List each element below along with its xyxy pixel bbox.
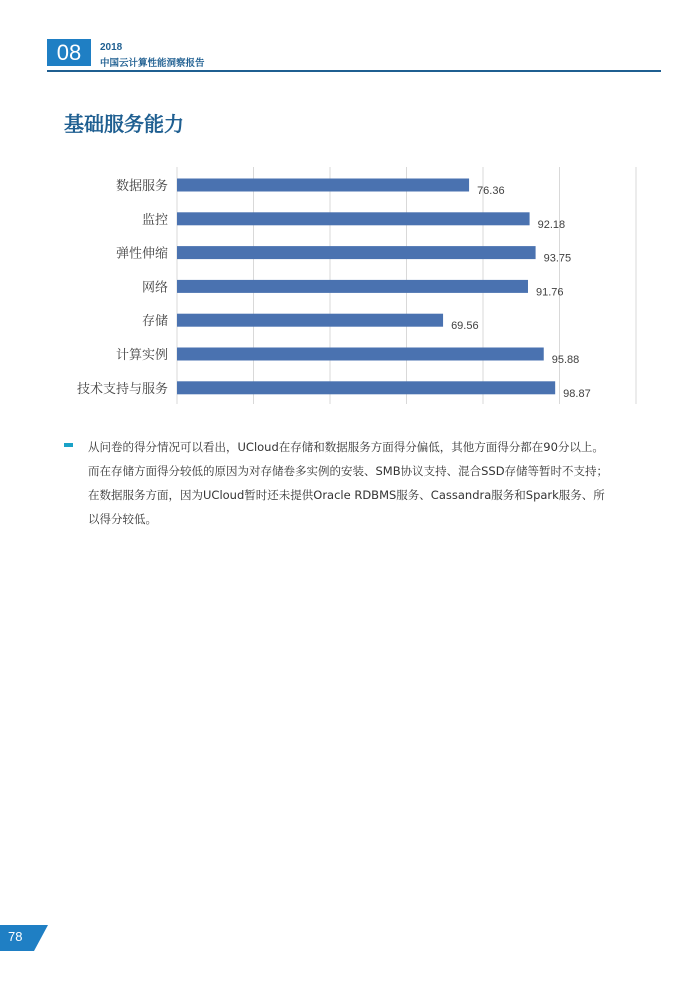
score-bar-chart [0, 0, 700, 420]
note-line: 而在存储方面得分较低的原因为对存储卷多实例的安装、SMB协议支持、混合SSD存储等暂时不支持； [88, 464, 609, 478]
note-line: 从问卷的得分情况可以看出，UCloud在存储和数据服务方面得分偏低，其他方面得分都在90分以上。 [88, 440, 604, 454]
chart-category-label: 数据服务 [115, 179, 168, 194]
chart-value-label: 93.75 [543, 252, 572, 265]
chart-value-label: 76.36 [477, 185, 505, 197]
chart-bar [177, 280, 528, 293]
page-number: 78 [8, 929, 23, 944]
chart-category-label: 计算实例 [115, 348, 168, 363]
chart-bar [177, 212, 530, 225]
note-line: 以得分较低。 [88, 512, 157, 526]
chart-bar [177, 348, 544, 361]
chart-value-label: 91.76 [535, 286, 564, 299]
chart-bar [177, 246, 536, 259]
chart-value-label: 92.18 [537, 218, 566, 231]
chart-bar [177, 381, 555, 394]
chart-category-label: 弹性伸缩 [115, 246, 168, 262]
chart-category-label: 技术支持与服务 [76, 381, 168, 397]
chart-value-label: 69.56 [451, 320, 479, 333]
chart-bars [177, 179, 555, 395]
chart-category-labels [77, 178, 168, 397]
chart-category-label: 网络 [141, 280, 168, 296]
chart-category-label: 监控 [141, 212, 168, 228]
chapter-number-badge: 08 [47, 39, 91, 66]
chart-category-label: 存储 [141, 314, 168, 330]
chart-value-label: 98.87 [563, 387, 591, 400]
note-line: 在数据服务方面，因为UCloud暂时还未提供Oracle RDBMS服务、Cassandra服务和Spark服务、所 [88, 488, 605, 502]
bullet-marker [64, 443, 73, 447]
chart-value-label: 95.88 [551, 354, 580, 366]
section-title: 基础服务能力 [64, 112, 184, 136]
chart-bar [177, 314, 443, 327]
chart-bar [177, 179, 469, 192]
report-year: 2018 [100, 42, 123, 53]
report-title: 中国云计算性能洞察报告 [100, 58, 205, 69]
